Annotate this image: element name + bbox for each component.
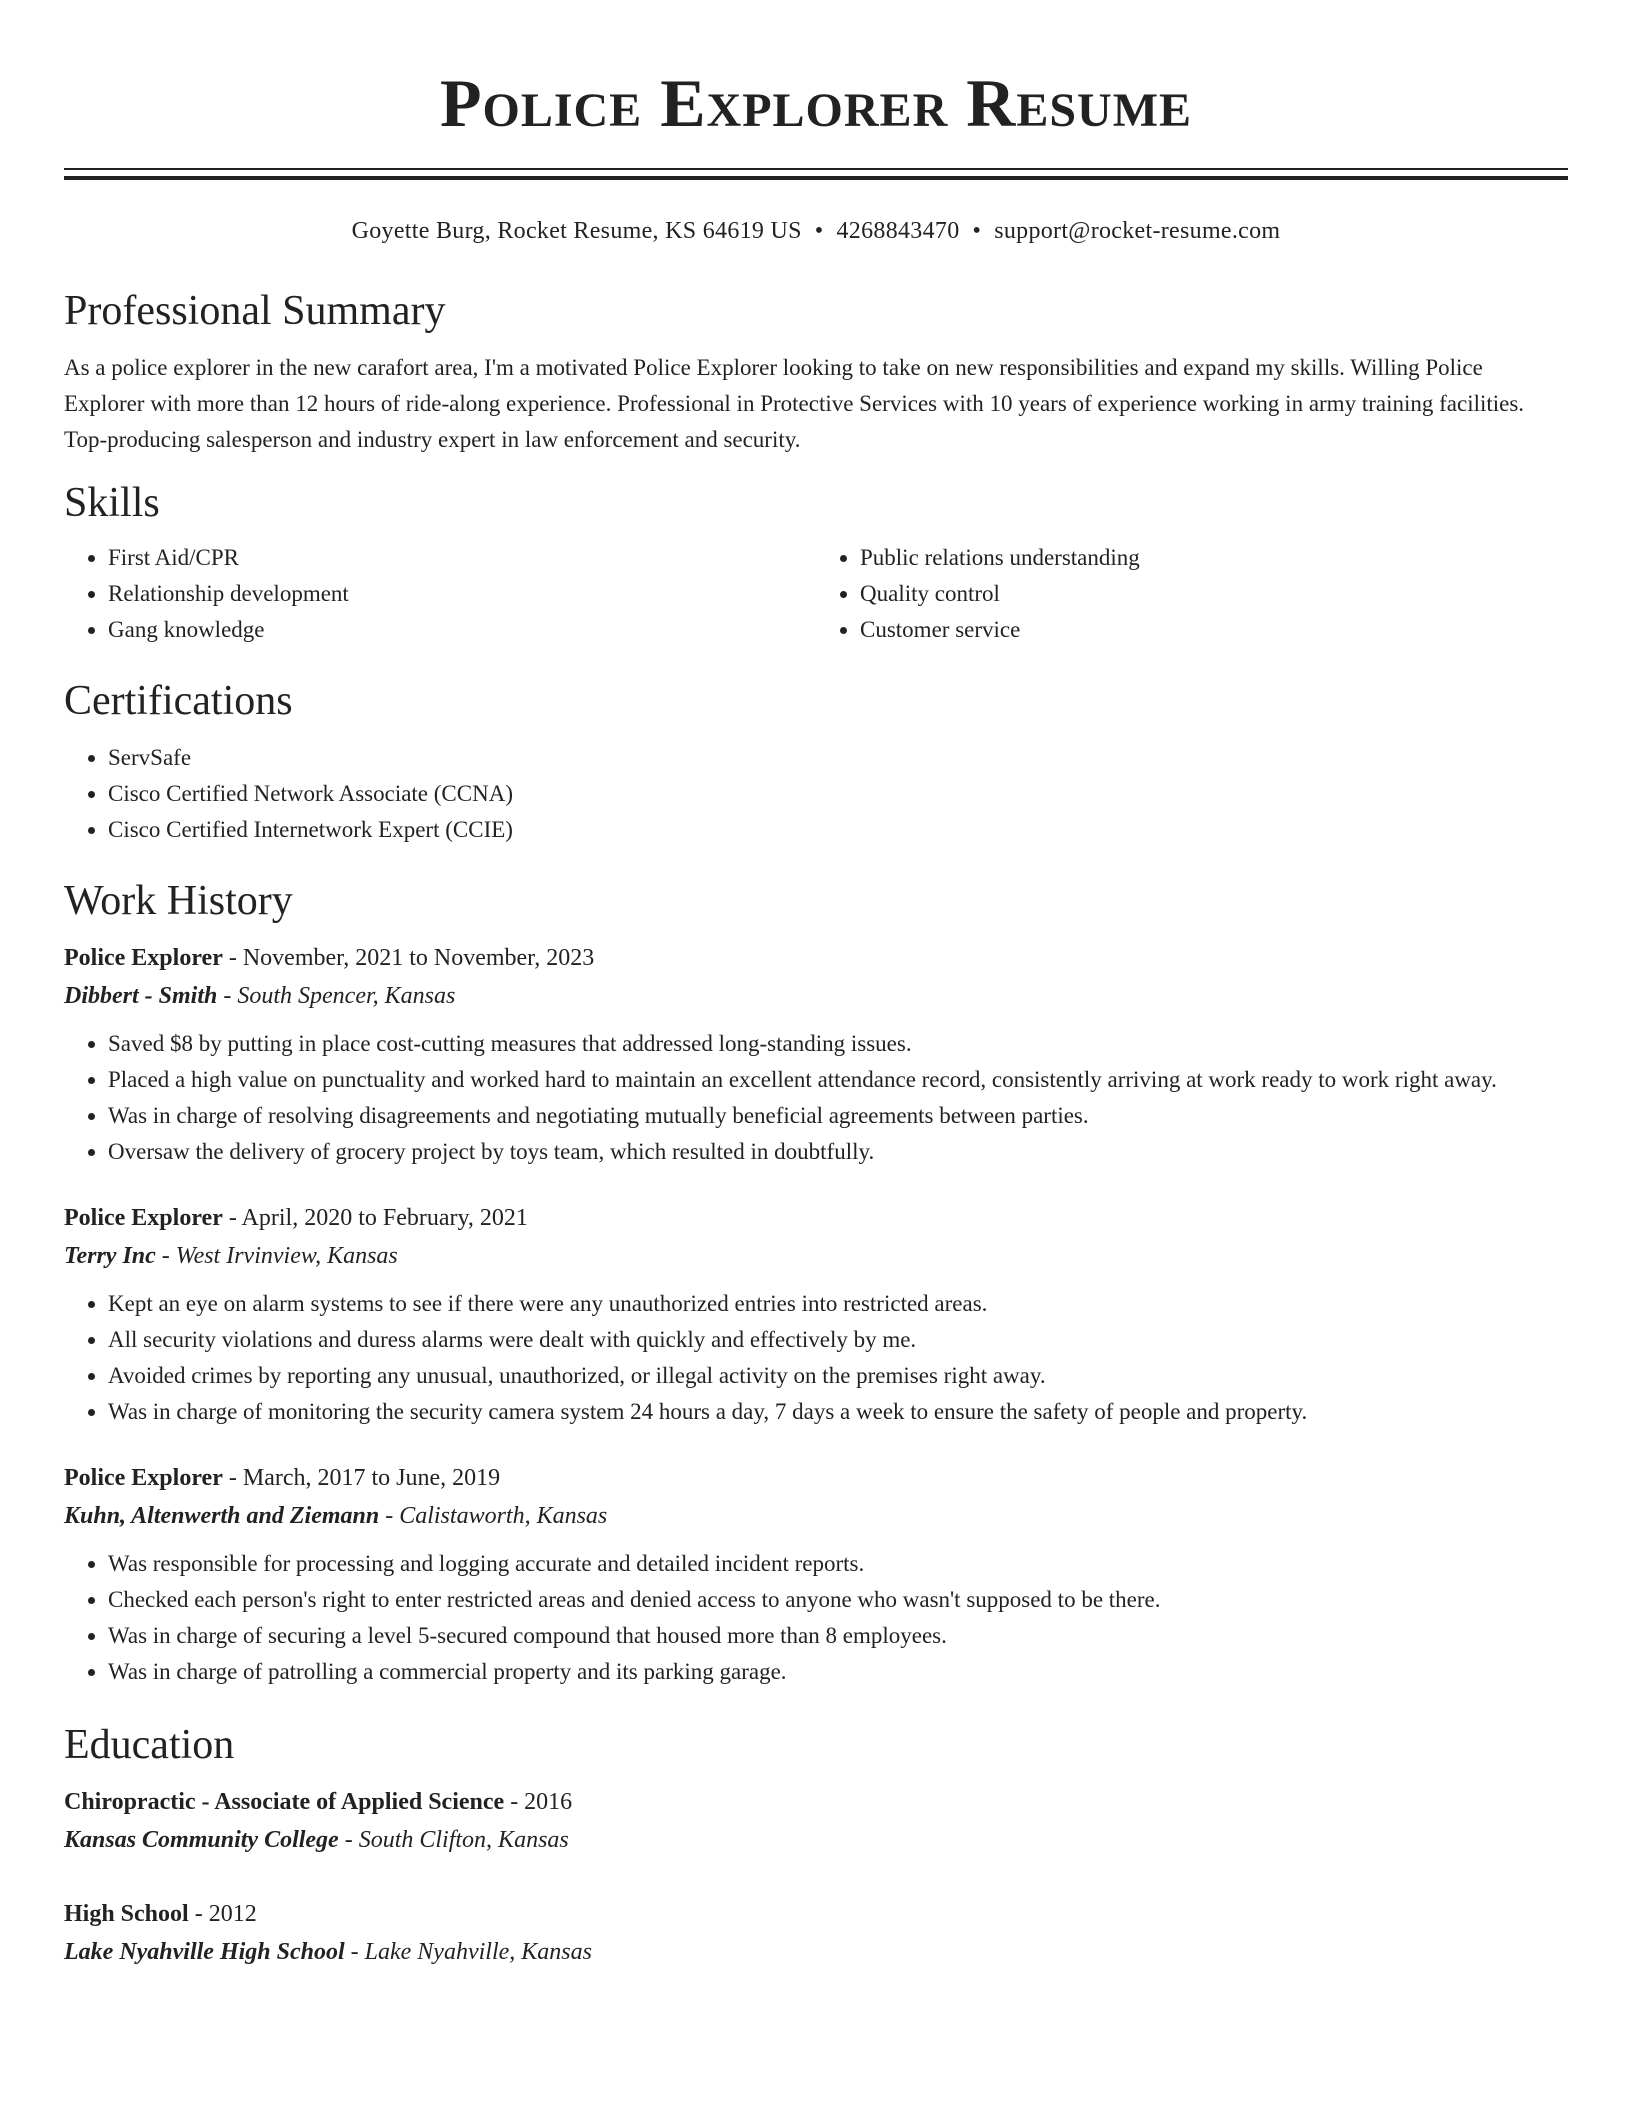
- certifications-heading: Certifications: [64, 678, 293, 724]
- job-entry: [64, 1200, 1568, 1430]
- job-bullet: • Was in charge of monitoring the security camera system 24 hours a day, 7 days a week to ensure the safety of people and property.: [108, 1394, 1568, 1430]
- job-bullets: [64, 1546, 1568, 1690]
- education-school: Kansas Community College: [64, 1827, 339, 1853]
- job-company: Dibbert - Smith: [64, 983, 218, 1009]
- skill-item: • First Aid/CPR: [108, 540, 816, 576]
- job-bullet: • Placed a high value on punctuality and worked hard to maintain an excellent attendance record, consistently arriving at work ready to work right away.: [108, 1062, 1568, 1098]
- resume-title: Police Explorer Resume: [439, 65, 1193, 141]
- job-title: Police Explorer: [64, 945, 223, 971]
- job-bullet: • Was in charge of patrolling a commercial property and its parking garage.: [108, 1654, 1568, 1690]
- certification-item: • Cisco Certified Internetwork Expert (CCIE): [108, 812, 1568, 848]
- job-dates: - March, 2017 to June, 2019: [222, 1465, 501, 1491]
- contact-address: Goyette Burg, Rocket Resume, KS 64619 US: [351, 218, 802, 244]
- education-degree: Chiropractic - Associate of Applied Science: [64, 1789, 505, 1815]
- contact-separator: •: [972, 218, 982, 244]
- education-section: [64, 1720, 1568, 1972]
- summary-section: [64, 286, 1568, 458]
- work-history-section: [64, 876, 1568, 1690]
- education-degree: High School: [64, 1901, 189, 1927]
- skill-item: • Gang knowledge: [108, 612, 816, 648]
- education-school-line: [64, 1932, 1568, 1972]
- contact-separator: •: [814, 218, 824, 244]
- job-bullet: • Kept an eye on alarm systems to see if there were any unauthorized entries into restricted areas.: [108, 1286, 1568, 1322]
- education-school: Lake Nyahville High School: [64, 1939, 345, 1965]
- job-title: Police Explorer: [64, 1205, 223, 1231]
- contact-email: support@rocket-resume.com: [994, 218, 1281, 244]
- education-location: - South Clifton, Kansas: [338, 1827, 569, 1853]
- certification-item: • Cisco Certified Network Associate (CCNA): [108, 776, 1568, 812]
- education-entry: [64, 1896, 1568, 1972]
- education-location: - Lake Nyahville, Kansas: [344, 1939, 592, 1965]
- job-header: [64, 940, 1568, 976]
- job-header: [64, 1460, 1568, 1496]
- job-location: - South Spencer, Kansas: [217, 983, 456, 1009]
- skills-list-left: [64, 540, 816, 648]
- job-entry: [64, 1460, 1568, 1690]
- job-employer: [64, 976, 1568, 1016]
- contact-line: [64, 216, 1568, 246]
- job-dates: - November, 2021 to November, 2023: [222, 945, 595, 971]
- job-bullet: • Was in charge of resolving disagreements and negotiating mutually beneficial agreements between parties.: [108, 1098, 1568, 1134]
- skill-item: • Public relations understanding: [860, 540, 1568, 576]
- job-bullets: [64, 1286, 1568, 1430]
- job-dates: - April, 2020 to February, 2021: [222, 1205, 528, 1231]
- summary-text: As a police explorer in the new carafort area, I'm a motivated Police Explorer looking to take on new responsibilities and expand my skills. Willing Police Explorer with more than 12 hours of ride-along experience. Professional in Protective Services with 10 years of experience working in army training facilities. Top-producing salesperson and industry expert in law enforcement and security.: [64, 355, 1525, 452]
- skills-list-right: [816, 540, 1568, 648]
- job-employer: [64, 1236, 1568, 1276]
- skill-item: • Quality control: [860, 576, 1568, 612]
- education-heading: Education: [64, 1722, 235, 1768]
- education-entry: [64, 1784, 1568, 1860]
- title-rule-thick: [64, 176, 1568, 180]
- education-header: [64, 1896, 1568, 1932]
- education-school-line: [64, 1820, 1568, 1860]
- summary-heading: Professional Summary: [64, 288, 446, 334]
- skill-item: • Relationship development: [108, 576, 816, 612]
- job-entry: [64, 940, 1568, 1170]
- education-header: [64, 1784, 1568, 1820]
- job-bullet: • Saved $8 by putting in place cost-cutting measures that addressed long-standing issues.: [108, 1026, 1568, 1062]
- certifications-section: [64, 676, 1568, 848]
- job-bullet: • Avoided crimes by reporting any unusual, unauthorized, or illegal activity on the premises right away.: [108, 1358, 1568, 1394]
- certifications-list: [64, 740, 1568, 848]
- skills-section: [64, 478, 1568, 648]
- job-bullet: • Oversaw the delivery of grocery project by toys team, which resulted in doubtfully.: [108, 1134, 1568, 1170]
- job-title: Police Explorer: [64, 1465, 223, 1491]
- contact-phone: 4268843470: [836, 218, 960, 244]
- resume-page: [64, 0, 1568, 1972]
- job-bullets: [64, 1026, 1568, 1170]
- job-bullet: • Was responsible for processing and logging accurate and detailed incident reports.: [108, 1546, 1568, 1582]
- job-header: [64, 1200, 1568, 1236]
- education-year: - 2016: [504, 1789, 573, 1815]
- title-rule-thin: [64, 168, 1568, 170]
- job-location: - West Irvinview, Kansas: [155, 1243, 398, 1269]
- job-employer: [64, 1496, 1568, 1536]
- certification-item: • ServSafe: [108, 740, 1568, 776]
- skills-columns: [64, 540, 1568, 648]
- job-bullet: • Was in charge of securing a level 5-secured compound that housed more than 8 employees.: [108, 1618, 1568, 1654]
- job-location: - Calistaworth, Kansas: [379, 1503, 608, 1529]
- work-history-heading: Work History: [64, 878, 293, 924]
- skills-heading: Skills: [64, 480, 160, 526]
- job-company: Terry Inc: [64, 1243, 156, 1269]
- job-bullet: • Checked each person's right to enter restricted areas and denied access to anyone who wasn't supposed to be there.: [108, 1582, 1568, 1618]
- skill-item: • Customer service: [860, 612, 1568, 648]
- job-company: Kuhn, Altenwerth and Ziemann: [64, 1503, 380, 1529]
- education-year: - 2012: [188, 1901, 257, 1927]
- job-bullet: • All security violations and duress alarms were dealt with quickly and effectively by me.: [108, 1322, 1568, 1358]
